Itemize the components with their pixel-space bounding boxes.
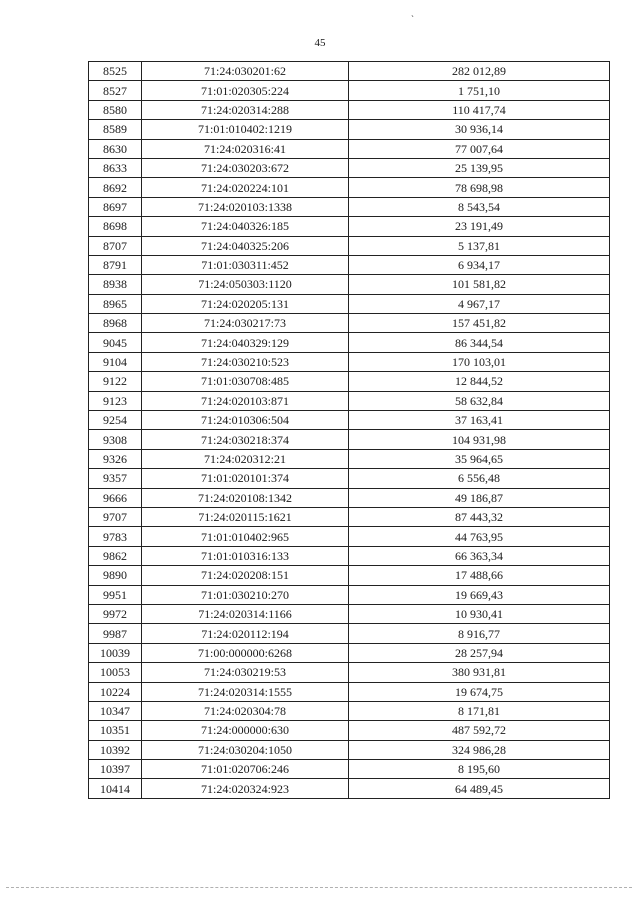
amount-cell: 78 698,98 (349, 178, 610, 197)
cadastral-number-cell: 71:24:020224:101 (142, 178, 349, 197)
table-row (89, 566, 610, 585)
row-number-cell: 9783 (89, 527, 142, 546)
row-number-cell: 8692 (89, 178, 142, 197)
table-row (89, 527, 610, 546)
amount-cell: 25 139,95 (349, 158, 610, 177)
table-row (89, 81, 610, 100)
cadastral-number-cell: 71:24:040326:185 (142, 217, 349, 236)
amount-cell: 5 137,81 (349, 236, 610, 255)
amount-cell: 49 186,87 (349, 488, 610, 507)
table-row (89, 100, 610, 119)
amount-cell: 8 171,81 (349, 701, 610, 720)
row-number-cell: 9987 (89, 624, 142, 643)
cadastral-number-cell: 71:24:020312:21 (142, 449, 349, 468)
row-number-cell: 8965 (89, 294, 142, 313)
row-number-cell: 9951 (89, 585, 142, 604)
table-row (89, 585, 610, 604)
cadastral-number-cell: 71:24:020112:194 (142, 624, 349, 643)
table-row (89, 488, 610, 507)
table-row (89, 469, 610, 488)
row-number-cell: 9122 (89, 372, 142, 391)
table-row (89, 372, 610, 391)
cadastral-number-cell: 71:24:050303:1120 (142, 275, 349, 294)
row-number-cell: 10053 (89, 663, 142, 682)
amount-cell: 1 751,10 (349, 81, 610, 100)
cadastral-number-cell: 71:24:030217:73 (142, 314, 349, 333)
table-row (89, 721, 610, 740)
amount-cell: 44 763,95 (349, 527, 610, 546)
row-number-cell: 8791 (89, 255, 142, 274)
amount-cell: 487 592,72 (349, 721, 610, 740)
cadastral-number-cell: 71:01:020101:374 (142, 469, 349, 488)
table-row (89, 604, 610, 623)
amount-cell: 8 543,54 (349, 197, 610, 216)
cadastral-number-cell: 71:24:030201:62 (142, 62, 349, 81)
table-row (89, 255, 610, 274)
amount-cell: 58 632,84 (349, 391, 610, 410)
row-number-cell: 9254 (89, 411, 142, 430)
amount-cell: 6 556,48 (349, 469, 610, 488)
table-row (89, 158, 610, 177)
cadastral-number-cell: 71:24:020103:871 (142, 391, 349, 410)
amount-cell: 64 489,45 (349, 779, 610, 798)
amount-cell: 380 931,81 (349, 663, 610, 682)
registry-table (88, 61, 610, 799)
amount-cell: 6 934,17 (349, 255, 610, 274)
table-row (89, 333, 610, 352)
table-row (89, 120, 610, 139)
table-row (89, 740, 610, 759)
row-number-cell: 9707 (89, 507, 142, 526)
row-number-cell: 8633 (89, 158, 142, 177)
amount-cell: 8 916,77 (349, 624, 610, 643)
amount-cell: 19 669,43 (349, 585, 610, 604)
table-row (89, 663, 610, 682)
amount-cell: 87 443,32 (349, 507, 610, 526)
amount-cell: 35 964,65 (349, 449, 610, 468)
table-row (89, 236, 610, 255)
row-number-cell: 10351 (89, 721, 142, 740)
table-row (89, 779, 610, 798)
cadastral-number-cell: 71:24:020314:1166 (142, 604, 349, 623)
table-row (89, 294, 610, 313)
table-row (89, 411, 610, 430)
table-row (89, 275, 610, 294)
row-number-cell: 10414 (89, 779, 142, 798)
row-number-cell: 9326 (89, 449, 142, 468)
table-row (89, 217, 610, 236)
table-row (89, 507, 610, 526)
table-row (89, 139, 610, 158)
cadastral-number-cell: 71:24:020314:1555 (142, 682, 349, 701)
row-number-cell: 8527 (89, 81, 142, 100)
row-number-cell: 9357 (89, 469, 142, 488)
amount-cell: 157 451,82 (349, 314, 610, 333)
cadastral-number-cell: 71:24:010306:504 (142, 411, 349, 430)
row-number-cell: 10392 (89, 740, 142, 759)
cadastral-number-cell: 71:24:020208:151 (142, 566, 349, 585)
amount-cell: 17 488,66 (349, 566, 610, 585)
amount-cell: 101 581,82 (349, 275, 610, 294)
amount-cell: 8 195,60 (349, 760, 610, 779)
cadastral-number-cell: 71:24:020324:923 (142, 779, 349, 798)
cadastral-number-cell: 71:01:020305:224 (142, 81, 349, 100)
cadastral-number-cell: 71:24:020103:1338 (142, 197, 349, 216)
table-row (89, 546, 610, 565)
row-number-cell: 8707 (89, 236, 142, 255)
amount-cell: 324 986,28 (349, 740, 610, 759)
cadastral-number-cell: 71:24:020108:1342 (142, 488, 349, 507)
row-number-cell: 8580 (89, 100, 142, 119)
cadastral-number-cell: 71:01:010402:965 (142, 527, 349, 546)
row-number-cell: 9972 (89, 604, 142, 623)
row-number-cell: 10039 (89, 643, 142, 662)
row-number-cell: 8938 (89, 275, 142, 294)
table-row (89, 352, 610, 371)
cadastral-number-cell: 71:24:020314:288 (142, 100, 349, 119)
row-number-cell: 10397 (89, 760, 142, 779)
scan-mark: ` (411, 14, 414, 24)
cadastral-number-cell: 71:01:010316:133 (142, 546, 349, 565)
cadastral-number-cell: 71:00:000000:6268 (142, 643, 349, 662)
cadastral-number-cell: 71:24:030218:374 (142, 430, 349, 449)
row-number-cell: 10224 (89, 682, 142, 701)
table-row (89, 643, 610, 662)
cadastral-number-cell: 71:01:030210:270 (142, 585, 349, 604)
row-number-cell: 9666 (89, 488, 142, 507)
cadastral-number-cell: 71:24:020115:1621 (142, 507, 349, 526)
table-row (89, 682, 610, 701)
amount-cell: 104 931,98 (349, 430, 610, 449)
amount-cell: 30 936,14 (349, 120, 610, 139)
row-number-cell: 8589 (89, 120, 142, 139)
table-row (89, 178, 610, 197)
amount-cell: 10 930,41 (349, 604, 610, 623)
amount-cell: 170 103,01 (349, 352, 610, 371)
cadastral-number-cell: 71:24:030203:672 (142, 158, 349, 177)
row-number-cell: 8698 (89, 217, 142, 236)
amount-cell: 23 191,49 (349, 217, 610, 236)
cadastral-number-cell: 71:01:010402:1219 (142, 120, 349, 139)
page-number: 45 (314, 37, 326, 49)
cadastral-number-cell: 71:24:020304:78 (142, 701, 349, 720)
row-number-cell: 8525 (89, 62, 142, 81)
amount-cell: 19 674,75 (349, 682, 610, 701)
row-number-cell: 9862 (89, 546, 142, 565)
table-body (89, 62, 610, 799)
amount-cell: 66 363,34 (349, 546, 610, 565)
cadastral-number-cell: 71:01:020706:246 (142, 760, 349, 779)
table-row (89, 197, 610, 216)
table-row (89, 391, 610, 410)
amount-cell: 4 967,17 (349, 294, 610, 313)
cadastral-number-cell: 71:24:040329:129 (142, 333, 349, 352)
row-number-cell: 8697 (89, 197, 142, 216)
table-row (89, 701, 610, 720)
cadastral-number-cell: 71:24:020205:131 (142, 294, 349, 313)
amount-cell: 37 163,41 (349, 411, 610, 430)
cadastral-number-cell: 71:24:040325:206 (142, 236, 349, 255)
row-number-cell: 9308 (89, 430, 142, 449)
amount-cell: 77 007,64 (349, 139, 610, 158)
cadastral-number-cell: 71:24:000000:630 (142, 721, 349, 740)
bottom-scan-line (6, 887, 632, 888)
cadastral-number-cell: 71:01:030708:485 (142, 372, 349, 391)
row-number-cell: 9045 (89, 333, 142, 352)
table-row (89, 430, 610, 449)
amount-cell: 282 012,89 (349, 62, 610, 81)
cadastral-number-cell: 71:24:030204:1050 (142, 740, 349, 759)
row-number-cell: 8968 (89, 314, 142, 333)
cadastral-number-cell: 71:24:030219:53 (142, 663, 349, 682)
row-number-cell: 10347 (89, 701, 142, 720)
table-row (89, 760, 610, 779)
amount-cell: 12 844,52 (349, 372, 610, 391)
row-number-cell: 8630 (89, 139, 142, 158)
row-number-cell: 9890 (89, 566, 142, 585)
amount-cell: 86 344,54 (349, 333, 610, 352)
cadastral-number-cell: 71:24:020316:41 (142, 139, 349, 158)
amount-cell: 28 257,94 (349, 643, 610, 662)
table-row (89, 624, 610, 643)
row-number-cell: 9123 (89, 391, 142, 410)
table-row (89, 62, 610, 81)
table-row (89, 449, 610, 468)
row-number-cell: 9104 (89, 352, 142, 371)
cadastral-number-cell: 71:01:030311:452 (142, 255, 349, 274)
cadastral-number-cell: 71:24:030210:523 (142, 352, 349, 371)
table-row (89, 314, 610, 333)
amount-cell: 110 417,74 (349, 100, 610, 119)
